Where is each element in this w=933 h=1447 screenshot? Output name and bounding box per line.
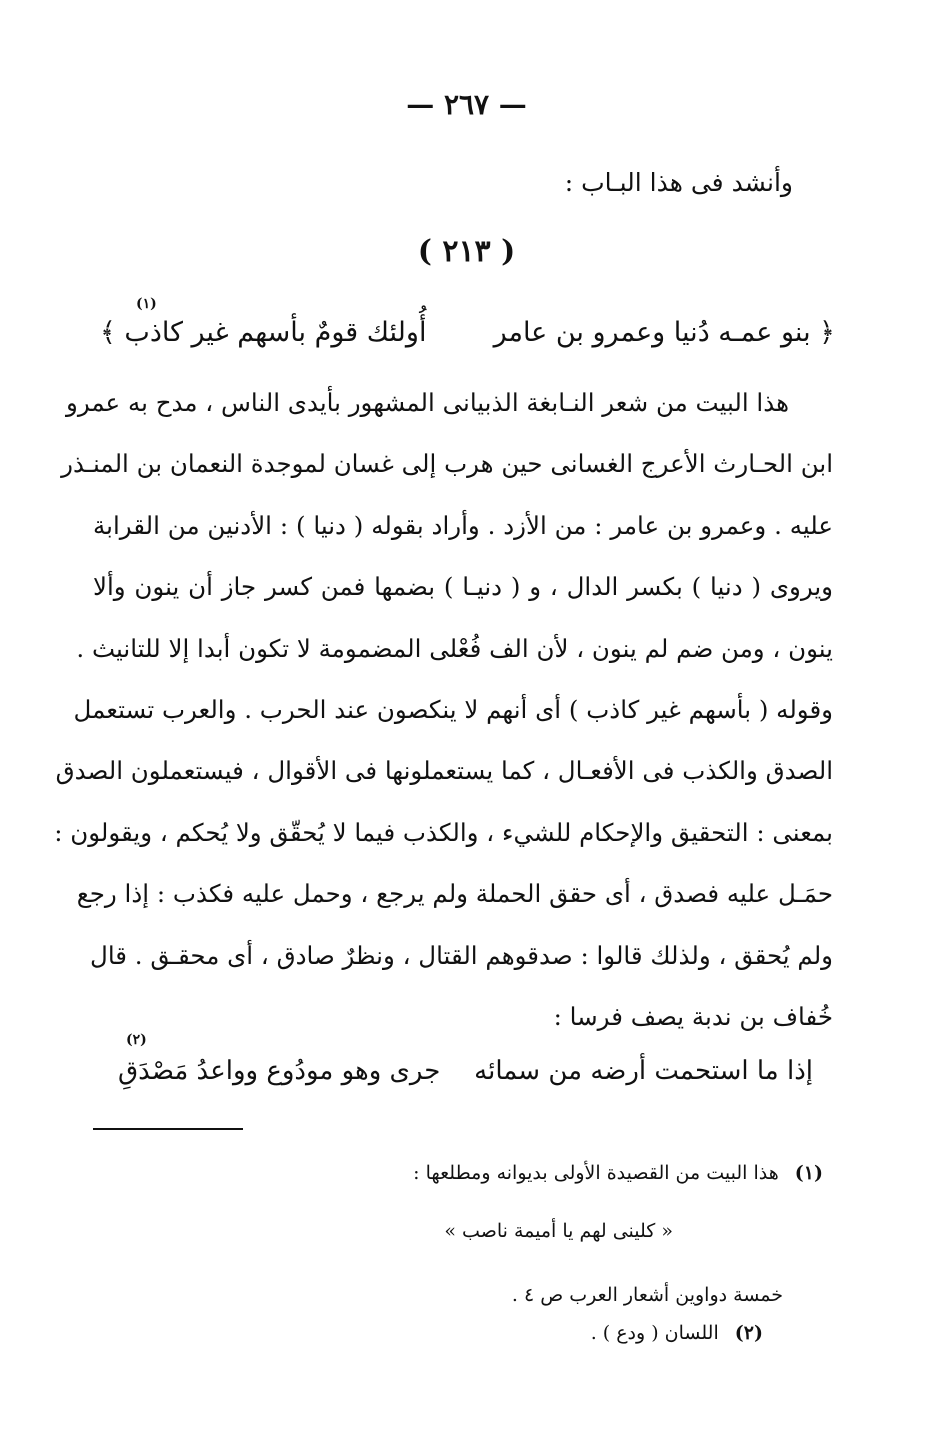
footnote-1-number: (١) xyxy=(794,1162,823,1184)
body-line: بمعنى : التحقيق والإحكام للشيء ، والكذب فيما لا يُحقّق ولا يُحكم ، ويقولون : xyxy=(54,817,833,847)
footnote-1 xyxy=(413,1155,823,1191)
footnote-1-quote: « كلينى لهم يا أميمة ناصب » xyxy=(444,1220,673,1242)
page-number: — ٢٦٧ — xyxy=(406,88,527,121)
verse-2-second-hemistich: جرى وهو مودُوع وواعدُ مَصْدَقِ xyxy=(118,1056,441,1086)
verse-2 xyxy=(100,1032,835,1098)
body-line: حمَـل عليه فصدق ، أى حقق الحملة ولم يرجع ، وحمل عليه فكذب : إذا رجع xyxy=(76,879,833,909)
footnote-mark-1: (١) xyxy=(136,296,157,312)
body-line: ينون ، ومن ضم لم ينون ، لأن الف فُعْلى المضمومة لا تكون أبدا إلا للتانيث . xyxy=(76,633,833,663)
body-line: ابن الحـارث الأعرج الغسانى حين هرب إلى غسان لموجدة النعمان بن المنـذر xyxy=(61,449,833,479)
body-line: هذا البيت من شعر النـابغة الذبيانى المشهور بأيدى الناس ، مدح به عمرو xyxy=(66,388,789,417)
footnote-separator xyxy=(93,1128,243,1130)
body-line: ويروى ( دنيا ) بكسر الدال ، و ( دنيـا ) بضمها فمن كسر جاز أن ينون وألا xyxy=(93,572,833,602)
footnote-mark-2: (٢) xyxy=(126,1032,147,1048)
verse-2-first-hemistich: إذا ما استحمت أرضه من سمائه xyxy=(474,1056,813,1086)
body-line: وقوله ( بأسهم غير كاذب ) أى أنهم لا ينكصون عند الحرب . والعرب تستعمل xyxy=(73,694,833,724)
body-line: الصدق والكذب فى الأفعـال ، كما يستعملونها فى الأقوال ، فيستعملون الصدق xyxy=(55,756,833,786)
body-line: عليه . وعمرو بن عامر : من الأزد . وأراد بقوله ( دنيا ) : الأدنين من القرابة xyxy=(93,510,833,540)
verse-1-second-hemistich: أُولئك قومٌ بأسهم غير كاذب ﴾ xyxy=(100,317,427,348)
poem-number: ( ٢١٣ ) xyxy=(417,234,516,269)
intro-line: وأنشد فى هذا البـاب : xyxy=(564,168,793,197)
footnote-1-source: خمسة دواوين أشعار العرب ص ٤ . xyxy=(511,1284,783,1306)
commentary-body xyxy=(54,380,833,1055)
footnote-2-text: اللسان ( ودع ) . xyxy=(590,1322,719,1344)
footnote-1-text: هذا البيت من القصيدة الأولى بديوانه ومطلعها : xyxy=(413,1162,779,1184)
footnote-2-number: (٢) xyxy=(734,1322,763,1344)
body-line: خُفاف بن ندبة يصف فرسا : xyxy=(553,1001,833,1031)
verse-1-first-hemistich: ﴿ بنو عمـه دُنيا وعمرو بن عامر xyxy=(493,317,835,348)
footnote-2 xyxy=(591,1315,763,1351)
verse-1 xyxy=(100,296,835,360)
body-line: ولم يُحقق ، ولذلك قالوا : صدقوهم القتال ، ونظرٌ صادق ، أى محقـق . قال xyxy=(90,940,833,970)
